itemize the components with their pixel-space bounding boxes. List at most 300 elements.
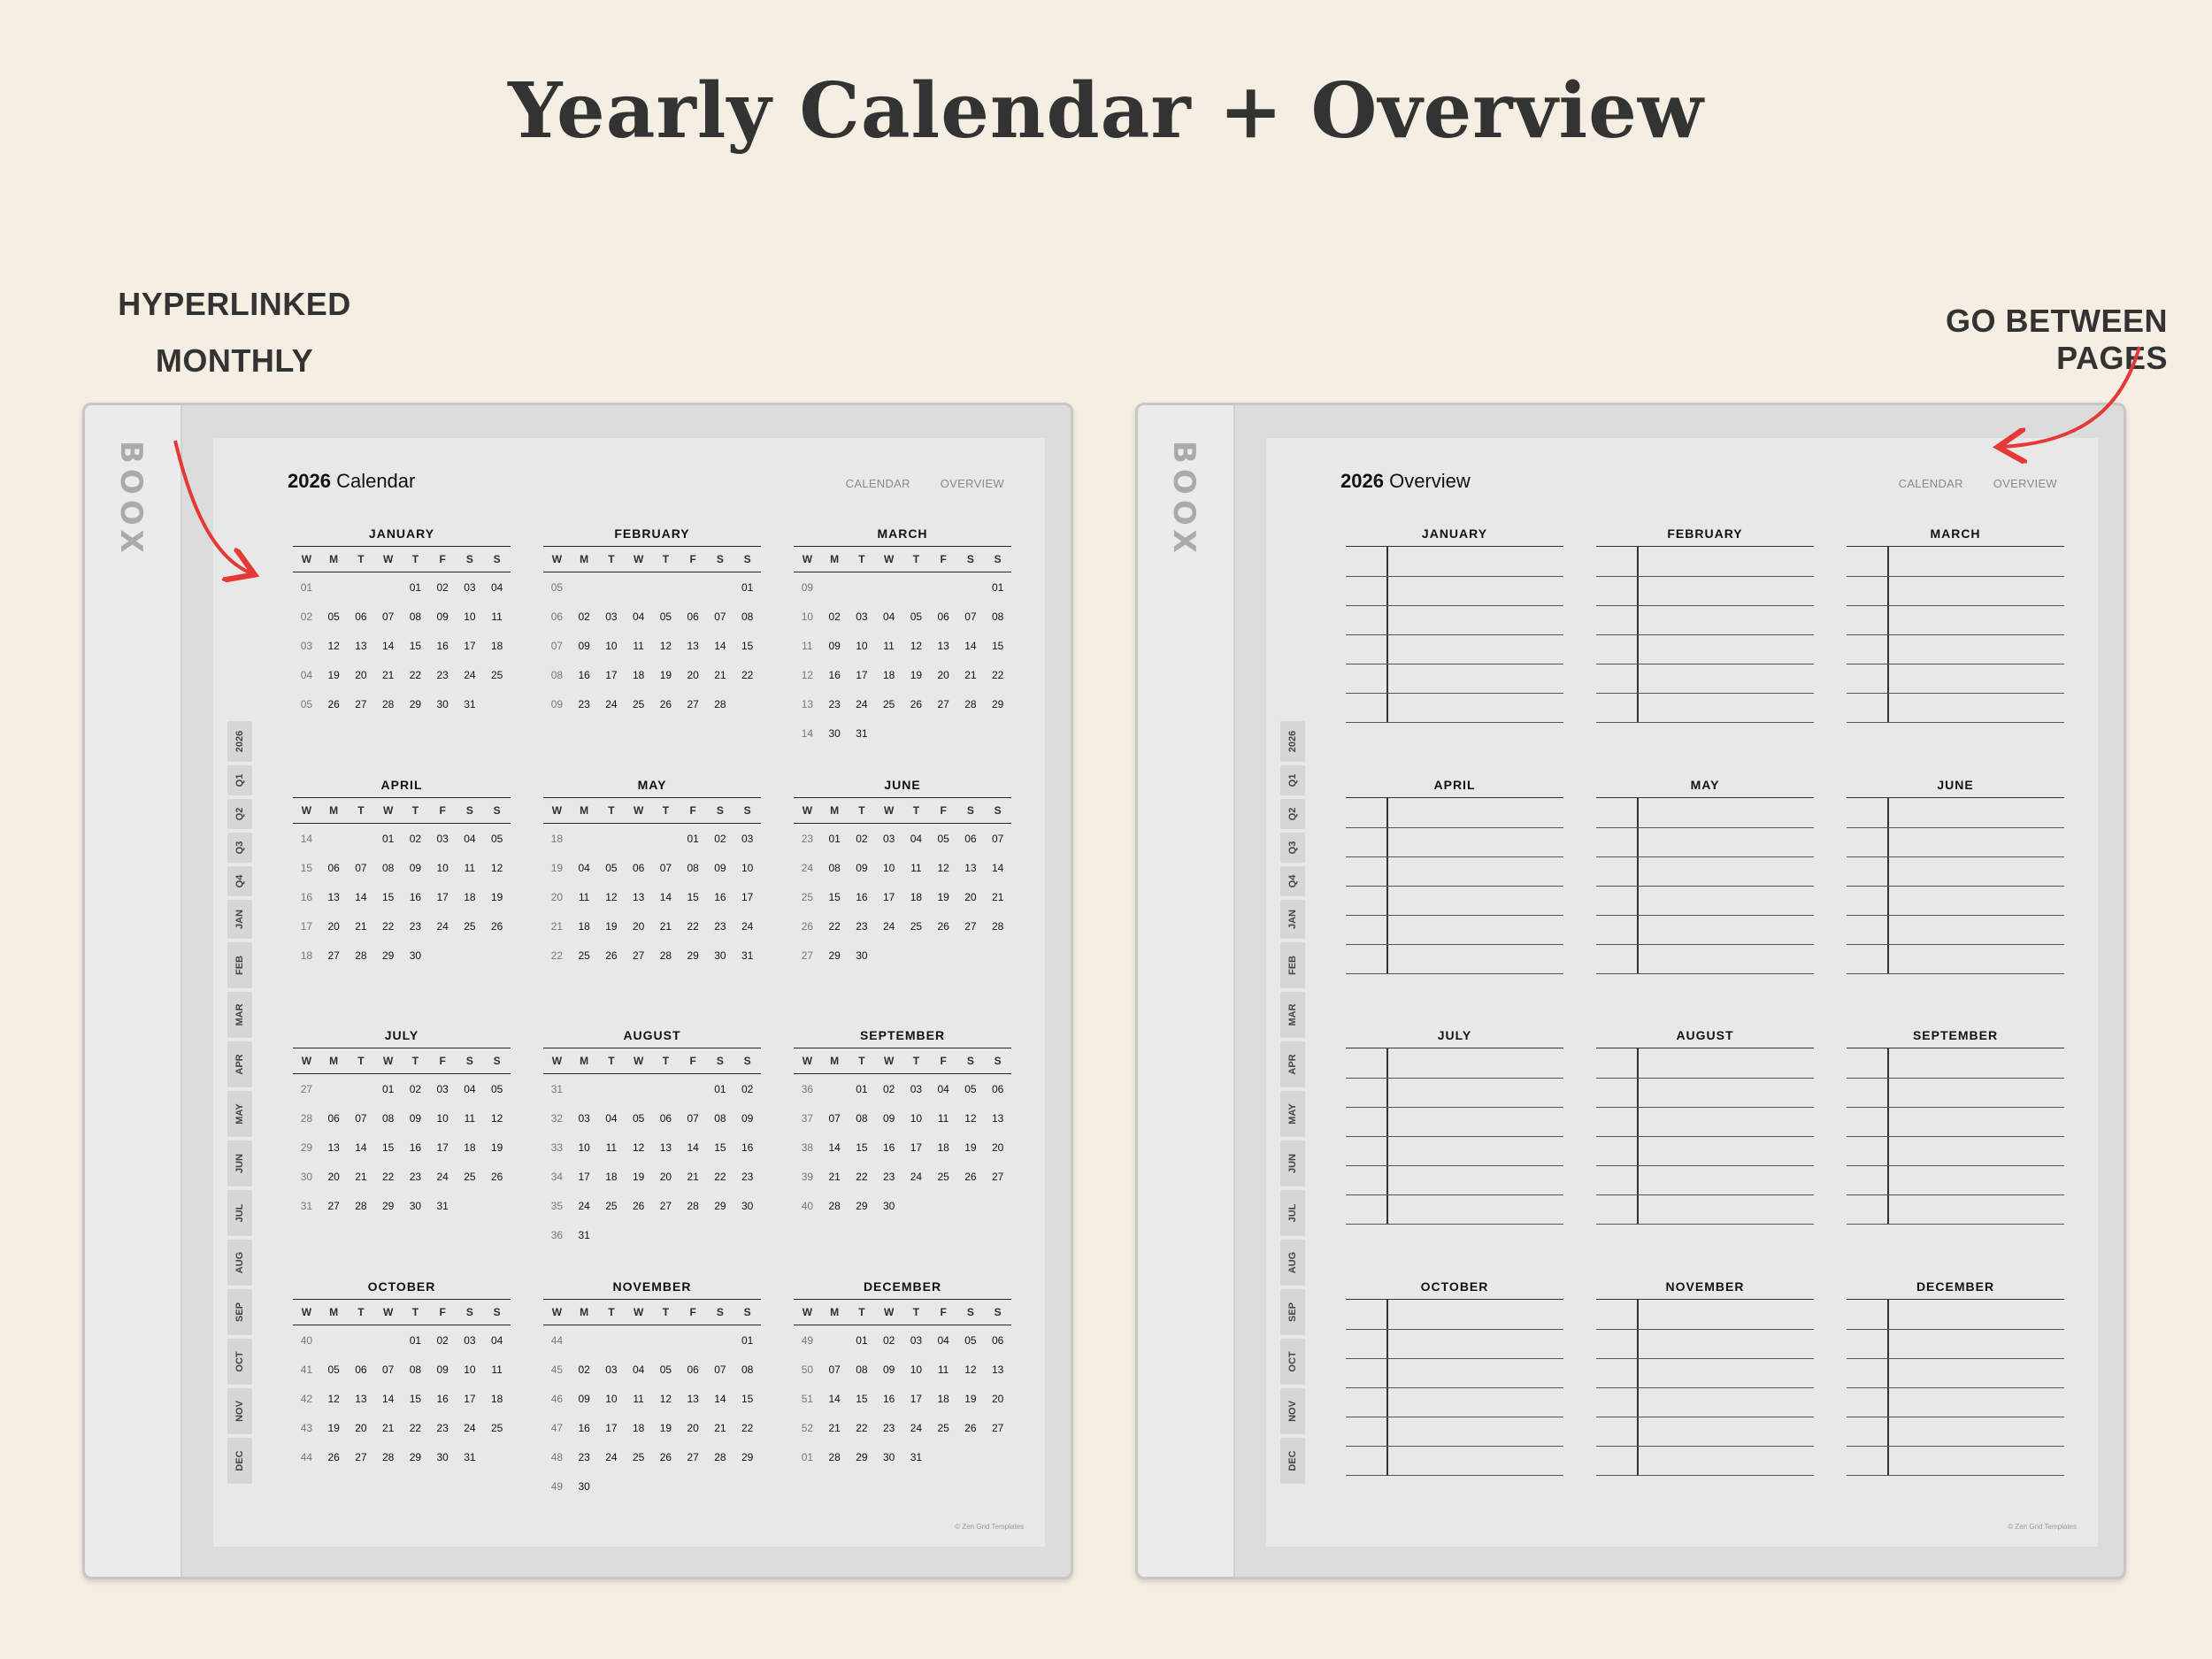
week-number-link[interactable]: 28	[300, 1111, 313, 1125]
day-cell[interactable]: 18	[464, 1141, 476, 1154]
day-cell[interactable]: 09	[882, 1363, 895, 1376]
day-cell[interactable]: 22	[381, 1170, 395, 1183]
day-cell[interactable]: 17	[741, 890, 754, 903]
day-cell[interactable]: 01	[687, 832, 699, 845]
week-number-link[interactable]: 49	[801, 1333, 814, 1347]
day-cell[interactable]: 08	[381, 1111, 395, 1125]
week-number-link[interactable]: 38	[801, 1141, 814, 1154]
day-cell[interactable]: 27	[632, 949, 645, 962]
day-cell[interactable]: 30	[741, 1199, 754, 1212]
day-cell[interactable]: 12	[490, 1111, 503, 1125]
day-cell[interactable]: 29	[828, 949, 841, 962]
day-cell[interactable]: 27	[327, 1199, 340, 1212]
month-name[interactable]: NOVEMBER	[1665, 1279, 1745, 1294]
day-cell[interactable]: 22	[381, 919, 395, 933]
month-name[interactable]: OCTOBER	[367, 1279, 436, 1294]
week-number-link[interactable]: 11	[802, 639, 813, 652]
month-name[interactable]: JANUARY	[1421, 526, 1488, 541]
day-cell[interactable]: 03	[882, 832, 895, 845]
day-cell[interactable]: 15	[381, 1141, 395, 1154]
day-cell[interactable]: 16	[436, 639, 449, 652]
day-cell[interactable]: 21	[964, 668, 977, 681]
day-cell[interactable]: 21	[355, 1170, 367, 1183]
day-cell[interactable]: 24	[578, 1199, 590, 1212]
day-cell[interactable]: 21	[714, 1421, 726, 1434]
day-cell[interactable]: 04	[910, 832, 923, 845]
day-cell[interactable]: 17	[578, 1170, 590, 1183]
day-cell[interactable]: 16	[409, 1141, 422, 1154]
day-cell[interactable]: 13	[991, 1363, 1004, 1376]
day-cell[interactable]: 08	[714, 1111, 726, 1125]
day-cell[interactable]: 04	[464, 1082, 476, 1095]
day-cell[interactable]: 12	[964, 1363, 977, 1376]
week-number-link[interactable]: 09	[550, 697, 564, 710]
day-cell[interactable]: 27	[991, 1170, 1004, 1183]
week-number-link[interactable]: 47	[550, 1421, 564, 1434]
week-number-link[interactable]: 09	[801, 580, 814, 594]
day-cell[interactable]: 13	[327, 890, 340, 903]
day-cell[interactable]: 18	[632, 668, 645, 681]
day-cell[interactable]: 09	[856, 861, 868, 874]
day-cell[interactable]: 16	[882, 1141, 895, 1154]
month-name[interactable]: JUNE	[884, 778, 921, 792]
day-cell[interactable]: 26	[632, 1199, 645, 1212]
day-cell[interactable]: 24	[464, 1421, 476, 1434]
day-cell[interactable]: 30	[436, 697, 449, 710]
day-cell[interactable]: 08	[856, 1111, 868, 1125]
day-cell[interactable]: 03	[436, 832, 449, 845]
week-number-link[interactable]: 46	[550, 1392, 564, 1405]
month-name[interactable]: SEPTEMBER	[1912, 1028, 1999, 1042]
week-number-link[interactable]: 41	[300, 1363, 313, 1376]
tab-may[interactable]	[227, 1091, 252, 1137]
week-number-link[interactable]: 42	[300, 1392, 313, 1405]
week-number-link[interactable]: 40	[801, 1199, 814, 1212]
day-cell[interactable]: 05	[327, 610, 340, 623]
day-cell[interactable]: 07	[714, 610, 726, 623]
day-cell[interactable]: 06	[937, 610, 949, 623]
day-cell[interactable]: 26	[490, 1170, 503, 1183]
day-cell[interactable]: 04	[937, 1333, 949, 1347]
nav-overview-link[interactable]: OVERVIEW	[1993, 477, 2057, 490]
day-cell[interactable]: 10	[741, 861, 754, 874]
day-cell[interactable]: 20	[355, 668, 367, 681]
day-cell[interactable]: 06	[355, 1363, 367, 1376]
tab-aug[interactable]	[227, 1240, 252, 1286]
day-cell[interactable]: 09	[828, 639, 841, 652]
tab-q1[interactable]	[1280, 765, 1305, 795]
month-name[interactable]: SEPTEMBER	[859, 1028, 946, 1042]
day-cell[interactable]: 23	[409, 1170, 422, 1183]
day-cell[interactable]: 23	[882, 1421, 895, 1434]
day-cell[interactable]: 02	[714, 832, 726, 845]
day-cell[interactable]: 03	[856, 610, 868, 623]
day-cell[interactable]: 28	[355, 949, 367, 962]
overview-writing-lines[interactable]	[1847, 546, 2064, 723]
day-cell[interactable]: 21	[381, 668, 395, 681]
tab-sep[interactable]	[1280, 1289, 1305, 1335]
day-cell[interactable]: 17	[605, 1421, 618, 1434]
week-number-link[interactable]: 18	[300, 949, 313, 962]
tab-q3[interactable]	[227, 833, 252, 863]
tab-feb[interactable]	[1280, 942, 1305, 988]
day-cell[interactable]: 29	[687, 949, 699, 962]
day-cell[interactable]: 02	[578, 610, 590, 623]
overview-month-november[interactable]	[1596, 1279, 1814, 1476]
day-cell[interactable]: 26	[659, 697, 672, 710]
week-number-link[interactable]: 37	[801, 1111, 814, 1125]
day-cell[interactable]: 07	[381, 610, 395, 623]
week-number-link[interactable]: 44	[550, 1333, 564, 1347]
overview-month-september[interactable]	[1847, 1028, 2064, 1225]
day-cell[interactable]: 05	[327, 1363, 340, 1376]
day-cell[interactable]: 03	[741, 832, 754, 845]
day-cell[interactable]: 07	[381, 1363, 395, 1376]
day-cell[interactable]: 10	[605, 1392, 618, 1405]
day-cell[interactable]: 21	[687, 1170, 699, 1183]
day-cell[interactable]: 08	[828, 861, 841, 874]
day-cell[interactable]: 20	[991, 1141, 1004, 1154]
day-cell[interactable]: 31	[578, 1228, 590, 1241]
day-cell[interactable]: 28	[381, 1450, 395, 1463]
day-cell[interactable]: 05	[490, 832, 503, 845]
day-cell[interactable]: 27	[687, 697, 699, 710]
week-number-link[interactable]: 30	[300, 1170, 313, 1183]
tab-feb[interactable]	[227, 942, 252, 988]
day-cell[interactable]: 28	[381, 697, 395, 710]
day-cell[interactable]: 11	[633, 1392, 644, 1405]
day-cell[interactable]: 13	[687, 1392, 699, 1405]
day-cell[interactable]: 07	[714, 1363, 726, 1376]
week-number-link[interactable]: 27	[300, 1082, 313, 1095]
week-number-link[interactable]: 07	[550, 639, 564, 652]
week-number-link[interactable]: 43	[300, 1421, 313, 1434]
day-cell[interactable]: 05	[659, 1363, 672, 1376]
day-cell[interactable]: 17	[605, 668, 618, 681]
day-cell[interactable]: 18	[490, 1392, 503, 1405]
day-cell[interactable]: 12	[910, 639, 923, 652]
day-cell[interactable]: 02	[409, 832, 422, 845]
day-cell[interactable]: 14	[381, 639, 395, 652]
day-cell[interactable]: 18	[937, 1141, 949, 1154]
week-number-link[interactable]: 01	[300, 580, 313, 594]
day-cell[interactable]: 10	[882, 861, 895, 874]
day-cell[interactable]: 30	[882, 1450, 895, 1463]
day-cell[interactable]: 23	[882, 1170, 895, 1183]
day-cell[interactable]: 04	[490, 1333, 503, 1347]
day-cell[interactable]: 31	[856, 726, 868, 740]
day-cell[interactable]: 03	[464, 580, 476, 594]
day-cell[interactable]: 20	[687, 1421, 699, 1434]
day-cell[interactable]: 16	[714, 890, 726, 903]
day-cell[interactable]: 24	[436, 919, 449, 933]
day-cell[interactable]: 08	[409, 1363, 422, 1376]
overview-writing-lines[interactable]	[1346, 1048, 1563, 1225]
day-cell[interactable]: 26	[964, 1421, 977, 1434]
day-cell[interactable]: 30	[436, 1450, 449, 1463]
day-cell[interactable]: 17	[910, 1141, 923, 1154]
day-cell[interactable]: 06	[327, 1111, 340, 1125]
overview-writing-lines[interactable]	[1596, 797, 1814, 974]
day-cell[interactable]: 22	[828, 919, 841, 933]
week-number-link[interactable]: 13	[801, 697, 814, 710]
day-cell[interactable]: 12	[632, 1141, 645, 1154]
day-cell[interactable]: 29	[856, 1450, 868, 1463]
month-may[interactable]	[543, 778, 761, 970]
day-cell[interactable]: 08	[687, 861, 699, 874]
week-number-link[interactable]: 20	[550, 890, 564, 903]
day-cell[interactable]: 13	[632, 890, 645, 903]
day-cell[interactable]: 16	[409, 890, 422, 903]
day-cell[interactable]: 01	[856, 1082, 868, 1095]
day-cell[interactable]: 01	[714, 1082, 726, 1095]
overview-writing-lines[interactable]	[1346, 546, 1563, 723]
day-cell[interactable]: 13	[937, 639, 949, 652]
month-october[interactable]	[293, 1279, 511, 1471]
day-cell[interactable]: 15	[856, 1392, 868, 1405]
week-number-link[interactable]: 34	[550, 1170, 564, 1183]
day-cell[interactable]: 19	[490, 1141, 503, 1154]
week-number-link[interactable]: 17	[300, 919, 313, 933]
day-cell[interactable]: 30	[856, 949, 868, 962]
day-cell[interactable]: 30	[409, 1199, 422, 1212]
day-cell[interactable]: 12	[605, 890, 618, 903]
month-name[interactable]: OCTOBER	[1420, 1279, 1489, 1294]
day-cell[interactable]: 13	[327, 1141, 340, 1154]
day-cell[interactable]: 29	[381, 949, 395, 962]
day-cell[interactable]: 05	[964, 1082, 977, 1095]
day-cell[interactable]: 19	[327, 1421, 340, 1434]
day-cell[interactable]: 20	[327, 1170, 340, 1183]
day-cell[interactable]: 25	[937, 1170, 949, 1183]
week-number-link[interactable]: 35	[550, 1199, 564, 1212]
week-number-link[interactable]: 36	[801, 1082, 814, 1095]
day-cell[interactable]: 20	[991, 1392, 1004, 1405]
day-cell[interactable]: 20	[964, 890, 977, 903]
week-number-link[interactable]: 10	[801, 610, 814, 623]
day-cell[interactable]: 29	[381, 1199, 395, 1212]
day-cell[interactable]: 27	[687, 1450, 699, 1463]
day-cell[interactable]: 28	[659, 949, 672, 962]
day-cell[interactable]: 15	[741, 639, 754, 652]
day-cell[interactable]: 20	[327, 919, 340, 933]
month-name[interactable]: MARCH	[877, 526, 928, 541]
day-cell[interactable]: 29	[714, 1199, 726, 1212]
day-cell[interactable]: 25	[605, 1199, 618, 1212]
tab-jul[interactable]	[1280, 1190, 1305, 1236]
day-cell[interactable]: 16	[828, 668, 841, 681]
tab-oct[interactable]	[227, 1339, 252, 1385]
overview-month-may[interactable]	[1596, 778, 1814, 974]
day-cell[interactable]: 29	[409, 1450, 422, 1463]
week-number-link[interactable]: 05	[550, 580, 564, 594]
day-cell[interactable]: 01	[741, 1333, 754, 1347]
tab-aug[interactable]	[1280, 1240, 1305, 1286]
day-cell[interactable]: 15	[828, 890, 841, 903]
day-cell[interactable]: 20	[632, 919, 645, 933]
day-cell[interactable]: 19	[659, 1421, 672, 1434]
day-cell[interactable]: 12	[937, 861, 949, 874]
day-cell[interactable]: 02	[741, 1082, 754, 1095]
day-cell[interactable]: 11	[937, 1111, 949, 1125]
overview-writing-lines[interactable]	[1596, 1048, 1814, 1225]
tab-q4[interactable]	[1280, 866, 1305, 896]
tab-q3[interactable]	[1280, 833, 1305, 863]
week-number-link[interactable]: 14	[300, 832, 313, 845]
day-cell[interactable]: 15	[741, 1392, 754, 1405]
day-cell[interactable]: 22	[714, 1170, 726, 1183]
week-number-link[interactable]: 33	[550, 1141, 564, 1154]
day-cell[interactable]: 06	[632, 861, 645, 874]
day-cell[interactable]: 20	[659, 1170, 672, 1183]
day-cell[interactable]: 09	[436, 1363, 449, 1376]
month-name[interactable]: AUGUST	[1676, 1028, 1734, 1042]
tab-may[interactable]	[1280, 1091, 1305, 1137]
day-cell[interactable]: 09	[409, 861, 422, 874]
day-cell[interactable]: 11	[578, 890, 590, 903]
day-cell[interactable]: 17	[882, 890, 895, 903]
month-name[interactable]: DECEMBER	[1916, 1279, 1995, 1294]
day-cell[interactable]: 29	[991, 697, 1004, 710]
day-cell[interactable]: 06	[991, 1082, 1004, 1095]
week-number-link[interactable]: 27	[801, 949, 814, 962]
tab-nov[interactable]	[227, 1388, 252, 1434]
day-cell[interactable]: 09	[882, 1111, 895, 1125]
day-cell[interactable]: 26	[937, 919, 949, 933]
overview-month-august[interactable]	[1596, 1028, 1814, 1225]
day-cell[interactable]: 24	[464, 668, 476, 681]
day-cell[interactable]: 24	[856, 697, 868, 710]
day-cell[interactable]: 01	[381, 832, 395, 845]
day-cell[interactable]: 28	[687, 1199, 699, 1212]
day-cell[interactable]: 08	[741, 1363, 754, 1376]
week-number-link[interactable]: 24	[801, 861, 814, 874]
day-cell[interactable]: 18	[605, 1170, 618, 1183]
month-name[interactable]: FEBRUARY	[614, 526, 690, 541]
day-cell[interactable]: 26	[910, 697, 923, 710]
day-cell[interactable]: 27	[327, 949, 340, 962]
day-cell[interactable]: 03	[464, 1333, 476, 1347]
day-cell[interactable]: 16	[741, 1141, 754, 1154]
day-cell[interactable]: 08	[741, 610, 754, 623]
day-cell[interactable]: 12	[327, 1392, 340, 1405]
week-number-link[interactable]: 14	[801, 726, 814, 740]
day-cell[interactable]: 22	[741, 668, 754, 681]
day-cell[interactable]: 29	[409, 697, 422, 710]
day-cell[interactable]: 16	[436, 1392, 449, 1405]
overview-month-october[interactable]	[1346, 1279, 1563, 1476]
week-number-link[interactable]: 04	[300, 668, 313, 681]
day-cell[interactable]: 05	[910, 610, 923, 623]
day-cell[interactable]: 23	[409, 919, 422, 933]
day-cell[interactable]: 28	[964, 697, 977, 710]
day-cell[interactable]: 31	[464, 1450, 476, 1463]
day-cell[interactable]: 20	[937, 668, 949, 681]
day-cell[interactable]: 05	[964, 1333, 977, 1347]
day-cell[interactable]: 31	[741, 949, 754, 962]
day-cell[interactable]: 15	[687, 890, 699, 903]
overview-month-june[interactable]	[1847, 778, 2064, 974]
day-cell[interactable]: 25	[464, 919, 476, 933]
week-number-link[interactable]: 08	[550, 668, 564, 681]
day-cell[interactable]: 20	[355, 1421, 367, 1434]
overview-writing-lines[interactable]	[1346, 1299, 1563, 1476]
day-cell[interactable]: 10	[910, 1363, 923, 1376]
day-cell[interactable]: 18	[632, 1421, 645, 1434]
day-cell[interactable]: 06	[327, 861, 340, 874]
day-cell[interactable]: 02	[828, 610, 841, 623]
day-cell[interactable]: 11	[910, 861, 922, 874]
day-cell[interactable]: 31	[436, 1199, 449, 1212]
day-cell[interactable]: 26	[605, 949, 618, 962]
day-cell[interactable]: 14	[687, 1141, 699, 1154]
day-cell[interactable]: 11	[605, 1141, 618, 1154]
month-name[interactable]: DECEMBER	[863, 1279, 942, 1294]
day-cell[interactable]: 16	[578, 668, 590, 681]
week-number-link[interactable]: 31	[300, 1199, 313, 1212]
day-cell[interactable]: 18	[882, 668, 895, 681]
day-cell[interactable]: 06	[659, 1111, 672, 1125]
month-name[interactable]: MAY	[1690, 778, 1720, 792]
day-cell[interactable]: 07	[659, 861, 672, 874]
month-name[interactable]: MAY	[637, 778, 667, 792]
day-cell[interactable]: 10	[464, 610, 476, 623]
week-number-link[interactable]: 19	[550, 861, 564, 874]
tab-jul[interactable]	[227, 1190, 252, 1236]
month-february[interactable]	[543, 526, 761, 718]
month-name[interactable]: JULY	[384, 1028, 419, 1042]
day-cell[interactable]: 15	[991, 639, 1004, 652]
day-cell[interactable]: 19	[659, 668, 672, 681]
day-cell[interactable]: 18	[578, 919, 590, 933]
week-number-link[interactable]: 32	[550, 1111, 564, 1125]
day-cell[interactable]: 21	[991, 890, 1004, 903]
day-cell[interactable]: 30	[882, 1199, 895, 1212]
day-cell[interactable]: 06	[687, 610, 699, 623]
day-cell[interactable]: 26	[490, 919, 503, 933]
day-cell[interactable]: 04	[578, 861, 590, 874]
day-cell[interactable]: 22	[741, 1421, 754, 1434]
day-cell[interactable]: 27	[355, 697, 367, 710]
day-cell[interactable]: 08	[381, 861, 395, 874]
day-cell[interactable]: 23	[578, 697, 590, 710]
week-number-link[interactable]: 02	[300, 610, 313, 623]
day-cell[interactable]: 14	[355, 890, 367, 903]
day-cell[interactable]: 04	[605, 1111, 618, 1125]
day-cell[interactable]: 19	[964, 1392, 977, 1405]
day-cell[interactable]: 09	[409, 1111, 422, 1125]
day-cell[interactable]: 26	[964, 1170, 977, 1183]
day-cell[interactable]: 02	[436, 580, 449, 594]
day-cell[interactable]: 02	[409, 1082, 422, 1095]
day-cell[interactable]: 14	[828, 1392, 841, 1405]
day-cell[interactable]: 23	[578, 1450, 590, 1463]
day-cell[interactable]: 23	[714, 919, 726, 933]
day-cell[interactable]: 08	[409, 610, 422, 623]
month-name[interactable]: JULY	[1437, 1028, 1472, 1042]
week-number-link[interactable]: 26	[801, 919, 814, 933]
week-number-link[interactable]: 36	[550, 1228, 564, 1241]
day-cell[interactable]: 14	[355, 1141, 367, 1154]
month-march[interactable]	[794, 526, 1011, 748]
overview-writing-lines[interactable]	[1596, 1299, 1814, 1476]
day-cell[interactable]: 23	[828, 697, 841, 710]
day-cell[interactable]: 18	[464, 890, 476, 903]
day-cell[interactable]: 09	[578, 1392, 590, 1405]
day-cell[interactable]: 05	[937, 832, 949, 845]
day-cell[interactable]: 03	[436, 1082, 449, 1095]
week-number-link[interactable]: 05	[300, 697, 313, 710]
